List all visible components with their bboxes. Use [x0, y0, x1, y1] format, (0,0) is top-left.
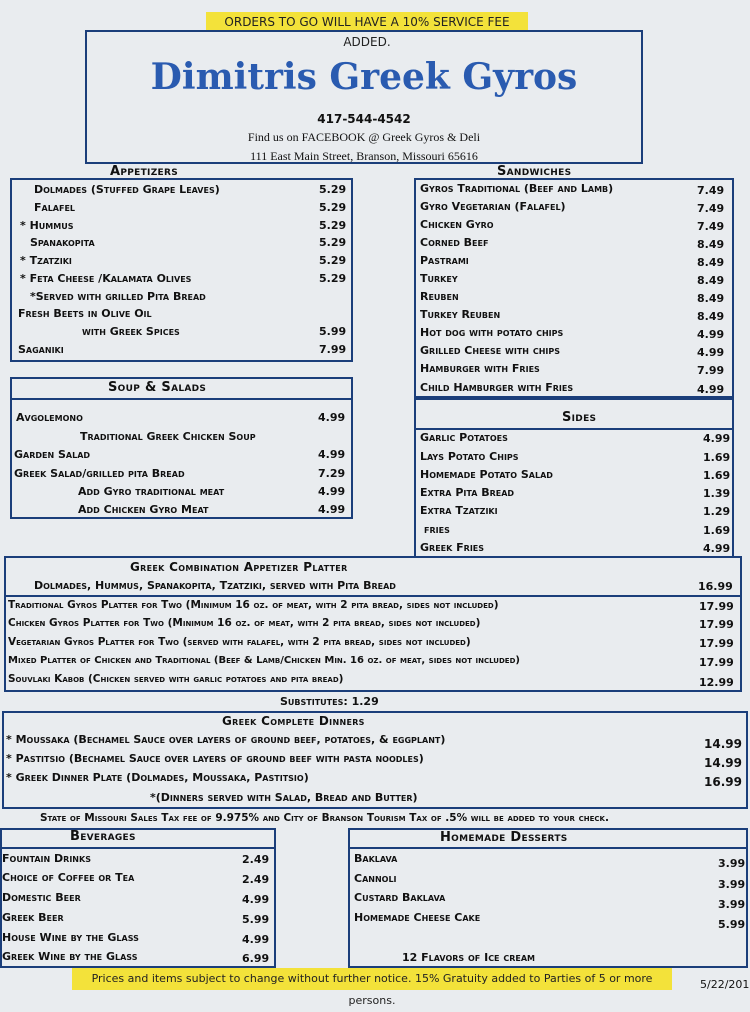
menu-price: 7.49 — [697, 184, 725, 197]
menu-item: Garlic Potatoes — [420, 431, 508, 444]
menu-item: Turkey Reuben — [420, 308, 501, 321]
menu-price: 5.29 — [319, 201, 347, 214]
menu-price: 7.49 — [697, 202, 725, 215]
menu-item: Fountain Drinks — [2, 852, 91, 865]
ice-cream-note: 12 Flavors of Ice cream — [402, 951, 536, 964]
divider — [414, 428, 734, 430]
menu-item: Domestic Beer — [2, 891, 81, 904]
menu-price: 5.29 — [319, 219, 347, 232]
sides-heading: Sides — [562, 410, 597, 425]
menu-item: Spanakopita — [30, 236, 95, 249]
menu-item: Corned Beef — [420, 236, 489, 249]
menu-item: * Hummus — [20, 219, 74, 232]
menu-item: fries — [424, 523, 450, 536]
dinners-heading: Greek Complete Dinners — [222, 714, 365, 728]
menu-price: 1.69 — [703, 451, 731, 464]
menu-item: Lays Potato Chips — [420, 450, 519, 463]
menu-price: 8.49 — [697, 310, 725, 323]
menu-price: 5.99 — [319, 325, 347, 338]
menu-price: 8.49 — [697, 292, 725, 305]
appetizers-heading: Appetizers — [110, 164, 178, 179]
menu-item: Greek Beer — [2, 911, 64, 924]
dinners-note: *(Dinners served with Salad, Bread and Butter) — [150, 791, 418, 804]
divider — [348, 847, 748, 849]
menu-price: 5.29 — [319, 236, 347, 249]
sandwiches-heading: Sandwiches — [497, 164, 572, 179]
menu-price: 5.29 — [319, 183, 347, 196]
menu-price: 4.99 — [318, 411, 346, 424]
menu-item: Grilled Cheese with chips — [420, 344, 561, 357]
menu-price: 4.99 — [697, 383, 725, 396]
menu-item: * Feta Cheese /Kalamata Olives — [20, 272, 192, 285]
menu-price: 8.49 — [697, 256, 725, 269]
menu-price: 3.99 — [718, 878, 746, 891]
menu-item: * Greek Dinner Plate (Dolmades, Moussaka, Pastitsio) — [6, 771, 309, 784]
menu-price: 4.99 — [697, 346, 725, 359]
menu-price: 17.99 — [699, 600, 734, 613]
menu-note: Traditional Greek Chicken Soup — [80, 430, 256, 443]
menu-item: Avgolemono — [16, 411, 83, 424]
menu-price: 4.99 — [318, 448, 346, 461]
menu-item: Homemade Potato Salad — [420, 468, 553, 481]
menu-item: Add Chicken Gyro Meat — [78, 503, 209, 516]
menu-price: 5.99 — [718, 918, 746, 931]
menu-item: Greek Salad/grilled pita Bread — [14, 467, 185, 480]
menu-item: Vegetarian Gyros Platter for Two (served with falafel, with 2 pita bread, sides not included) — [8, 636, 471, 648]
menu-item: Extra Tzatziki — [420, 504, 498, 517]
menu-price: 4.99 — [703, 542, 731, 555]
menu-item: Hamburger with Fries — [420, 362, 540, 375]
menu-price: 14.99 — [704, 737, 742, 751]
menu-item: Chicken Gyros Platter for Two (Minimum 16 oz. of meat, with 2 pita bread, sides not included) — [8, 617, 481, 629]
menu-note: *Served with grilled Pita Bread — [30, 290, 206, 303]
menu-item: Gyros Traditional (Beef and Lamb) — [420, 182, 614, 195]
menu-item: Dolmades, Hummus, Spanakopita, Tzatziki, served with Pita Bread — [34, 579, 396, 592]
menu-price: 12.99 — [699, 676, 734, 689]
menu-item: Baklava — [354, 852, 398, 865]
menu-item: Chicken Gyro — [420, 218, 494, 231]
address-line: 111 East Main Street, Branson, Missouri 65616 — [250, 149, 478, 163]
soups-heading: Soup & Salads — [108, 380, 207, 395]
divider — [0, 847, 276, 849]
menu-price: 4.99 — [703, 432, 731, 445]
menu-item: Add Gyro traditional meat — [78, 485, 225, 498]
header-box — [85, 30, 643, 164]
menu-price: 16.99 — [704, 775, 742, 789]
phone-number: 417-544-4542 — [317, 112, 411, 126]
menu-price: 17.99 — [699, 618, 734, 631]
menu-item: * Tzatziki — [20, 254, 72, 267]
menu-item: Cannoli — [354, 872, 397, 885]
desserts-heading: Homemade Desserts — [440, 830, 568, 845]
menu-item: Pastrami — [420, 254, 469, 267]
menu-price: 2.49 — [242, 873, 270, 886]
menu-item: Dolmades (Stuffed Grape Leaves) — [34, 183, 220, 196]
menu-price: 14.99 — [704, 756, 742, 770]
menu-item: Greek Fries — [420, 541, 485, 554]
menu-item: Turkey — [420, 272, 458, 285]
menu-price: 7.29 — [318, 467, 346, 480]
menu-price: 4.99 — [242, 933, 270, 946]
menu-item: Souvlaki Kabob (Chicken served with garlic potatoes and pita bread) — [8, 673, 344, 685]
menu-item: Custard Baklava — [354, 891, 446, 904]
platter-heading: Greek Combination Appetizer Platter — [130, 560, 348, 574]
menu-item: Hot dog with potato chips — [420, 326, 564, 339]
gratuity-notice: Prices and items subject to change without further notice. 15% Gratuity added to Parties of 5 or more persons. — [72, 968, 672, 990]
menu-item: * Pastitsio (Bechamel Sauce over layers of ground beef with pasta noodles) — [6, 752, 424, 765]
menu-price: 1.39 — [703, 487, 731, 500]
tax-note: State of Missouri Sales Tax fee of 9.975% and City of Branson Tourism Tax of .5% will be added to your check. — [40, 812, 609, 824]
menu-price: 8.49 — [697, 274, 725, 287]
beverages-heading: Beverages — [70, 829, 136, 844]
menu-item: Choice of Coffee or Tea — [2, 871, 135, 884]
menu-price: 7.99 — [697, 364, 725, 377]
menu-item: with Greek Spices — [82, 325, 180, 338]
menu-price: 17.99 — [699, 637, 734, 650]
divider — [4, 595, 742, 597]
restaurant-title: Dimitris Greek Gyros — [150, 56, 578, 98]
menu-price: 17.99 — [699, 656, 734, 669]
menu-item: House Wine by the Glass — [2, 931, 139, 944]
divider — [10, 398, 353, 400]
menu-item: Falafel — [34, 201, 76, 214]
substitutes-note: Substitutes: 1.29 — [280, 695, 379, 708]
menu-date: 5/22/201 — [700, 978, 750, 991]
menu-price: 5.29 — [319, 254, 347, 267]
menu-item: Saganiki — [18, 343, 64, 356]
menu-item: Fresh Beets in Olive Oil — [18, 307, 152, 320]
menu-price: 3.99 — [718, 898, 746, 911]
menu-price: 3.99 — [718, 857, 746, 870]
menu-item: Mixed Platter of Chicken and Traditional (Beef & Lamb/Chicken Min. 16 oz. of meat, sides not included) — [8, 655, 520, 666]
menu-price: 8.49 — [697, 238, 725, 251]
menu-item: Homemade Cheese Cake — [354, 911, 481, 924]
menu-price: 7.99 — [319, 343, 347, 356]
menu-item: Traditional Gyros Platter for Two (Minimum 16 oz. of meat, with 2 pita bread, sides not included) — [8, 599, 499, 611]
menu-price: 1.29 — [703, 505, 731, 518]
menu-price: 4.99 — [697, 328, 725, 341]
menu-price: 4.99 — [242, 893, 270, 906]
menu-price: 5.29 — [319, 272, 347, 285]
service-fee-notice: ORDERS TO GO WILL HAVE A 10% SERVICE FEE ADDED. — [206, 12, 528, 32]
menu-price: 1.69 — [703, 469, 731, 482]
menu-price: 7.49 — [697, 220, 725, 233]
menu-price: 6.99 — [242, 952, 270, 965]
menu-item: Garden Salad — [14, 448, 91, 461]
menu-price: 2.49 — [242, 853, 270, 866]
menu-price: 4.99 — [318, 485, 346, 498]
menu-price: 16.99 — [698, 580, 733, 593]
menu-price: 5.99 — [242, 913, 270, 926]
menu-item: Child Hamburger with Fries — [420, 381, 574, 394]
menu-item: Gyro Vegetarian (Falafel) — [420, 200, 566, 213]
menu-item: Greek Wine by the Glass — [2, 950, 138, 963]
menu-price: 1.69 — [703, 524, 731, 537]
menu-item: Reuben — [420, 290, 459, 303]
menu-price: 4.99 — [318, 503, 346, 516]
menu-item: * Moussaka (Bechamel Sauce over layers of ground beef, potatoes, & eggplant) — [6, 733, 446, 746]
facebook-line: Find us on FACEBOOK @ Greek Gyros & Deli — [247, 130, 481, 144]
menu-item: Extra Pita Bread — [420, 486, 515, 499]
